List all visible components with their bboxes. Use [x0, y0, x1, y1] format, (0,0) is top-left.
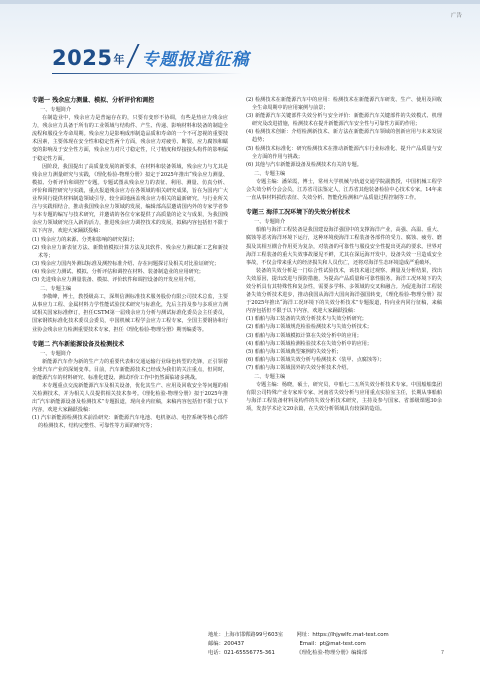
website-link[interactable]: 网址：https://lhjywlfc.mat-test.com [296, 632, 389, 638]
topic-1-intro-para-2: 因阶段，我国提出了高质量发展的新要求，在材料和装备领域，残余应力与尤其是残余应力测量研究与实践，《理化检验-物理分册》拟定于2025年推出“残余应力测量、模拟、分析评价和调控”专题。专题试图从残余应力的表征、利用、测量、仿真分析、评价和调控研究与实践，重点报道残余应力在各领域的相关研究成果，旨在为国内广大业界同行提供材料制造领域引导，较全面地涵盖残余应力相关的最新研究。与行业所关注与实践相结合，推动我国残余应力领域的发展，编辑部高层邀请国内外的专家学者参与本专题的编写与技术研究，并邀请的各位专家提供了高质量的论文与成果，为我国残余应力领域研究注入新的活力，推进残余应力调控技术的发展，拟稿内容包括但不限于以下内容，欢迎大家踊跃投稿： [32, 163, 228, 235]
topic-1-editor-heading: 二、专题主编 [40, 286, 72, 293]
topic-3-intro-para-2: 装备的失效分析是一门综合性试验技术，该技术通过观察、测量及分析结果，找出失效原因，提出改进与预防措施，为提高产品质量和可靠性服务。海洋工况环境下的失效分析具有其特殊性和复杂性，需要多学科、多领域的交叉和融合。为促进海洋工程装备失效分析技术进步，推动我国从海洋大国向海洋强国转变，《理化检验-物理分册》拟于2025年推出“海洋工况环境下的失效分析技术”专题报道，特向业内同行征稿，来稿内容包括但不限于以下内容，欢迎大家踊跃投稿： [246, 267, 442, 315]
topic-1-list-item: (1) 残余应力的来源、分类和影响的研究探讨； [32, 236, 138, 243]
topic-3-list-item: (7) 船舶与海工领域国外的失效分析技术介绍。 [246, 364, 352, 371]
phone-text: 电话：021-65556775-361 [208, 650, 275, 656]
left-column [32, 96, 228, 431]
header-slash-divider [127, 44, 140, 68]
header-year: 2025 [52, 46, 113, 70]
topic-1-intro-para-1: 在制造业中，残余应力是普遍存在的，只要有变形不协调，有些是热应力残余应力，残余应力具备于所有的工业领域与结构件、产生、传递、影响材料和装备的制造全流程和服役全寿命周期。残余应力是影响成形制造品质和寿命的一个不可忽视的重要技术因素，主要体现在安全性和稳定性两个方面，残余应力对疲劳、断裂、应力腐蚀和蠕变的影响及于安全性方面，残余应力对尺寸稳定性，尺寸精度和焊接接头构件的影响属于稳定性方面。 [32, 115, 228, 162]
topic-3-editor-heading: 二、专题主编 [254, 374, 286, 380]
email-link[interactable]: Email：pt@mat-test.com [299, 641, 366, 647]
header-title: 专题报道征稿 [141, 50, 250, 70]
footer-row-2 [208, 640, 389, 649]
topic-3-list-item: (4) 船舶与海工领域检测检验技术在失效分析中的应用； [246, 340, 372, 347]
topic-3-intro-heading: 一、专题简介 [254, 219, 286, 226]
topic-1-list-item: (2) 残余应力新表征方法、新数值模拟计算方法及其软件、残余应力测试新工艺和新技术等； [32, 244, 228, 259]
page-number: 7 [440, 650, 444, 656]
topic-1-editor-para: 李敬峰，博士，教授级高工，深圳信测标准技术服务股份有限公司技术总监，主要从事应力工程、金属材料力学性能试验技术研究与标准化，先后主持及参与多项应力测试相关国家标准修订，担任CSTM第一届残余应力分析与测试标准化委员会主任委员，国家钢铁标准化技术委员会委员，中国机械工程学会应力工程专家，全国主要钢协和行业协会残余应力检测重要技术专家，担任《理化检验-物理分册》期刊编委等。 [32, 294, 228, 333]
topic-1-list-item: (5) 先进残余应力测量装备、模拟、评价软件和调控设备的开发应用介绍。 [32, 276, 199, 283]
topic-2-list-item: (5) 检测技术标准化：研究检测技术在推动新能源汽车行业标准化、提升产品质量与安全方面的作用与挑战； [246, 145, 442, 160]
footer-row-3 [208, 649, 389, 658]
right-column [246, 96, 442, 413]
postcode-text: 邮编：200437 [208, 641, 245, 647]
topic-2-list-item: (2) 检测技术在新能源汽车中的应用：检测技术在新能源汽车研发、生产、使用及回收全生命周期中的应用案例与前景； [246, 97, 442, 112]
topic-2-list-item: (4) 检测技术创新：介绍检测新技术、新方法在新能源汽车领域的创新应用与未来发展趋势； [246, 129, 442, 144]
topic-2-list-item: (1) 汽车新能源检测技术前沿研究：新能源汽车电池、电机驱动、电控系统等核心部件的检测技术，结构完整性、可靠性等方面的研究等； [32, 415, 228, 430]
topic-2-intro-para-1: 新能源汽车作为新的生产力的重要代表和交通运输行业绿色转型的先锋，正引领着全球汽车产业的深刻变革。目前，汽车新能源技术已经成为我们的关注重点，但同时，新能源汽车的材料研究、标准化建设、测试评价工作中仍然面临诸多挑战。 [32, 358, 228, 381]
header-year-suffix: 年 [113, 53, 125, 66]
topic-2-editor-heading: 二、专题主编 [254, 170, 286, 177]
topic-2-editor-para: 专题主编：潘荣霞，博士，常州大学机械与轨道交通学院副教授，中国机械工程学会失效分析分会会员，江苏省司法鉴定人，江苏省其他装备检验中心技术专家。14年来一直从事材料损伤表征、失效分析、智能化检测和产品质量过程控制等工作。 [246, 178, 442, 202]
topic-1-list-item: (3) 残余应力国内外测试标准及测控标准介绍、存在问题探讨及相关对比验证研究； [32, 260, 220, 267]
ad-tag: 广告 [450, 13, 462, 19]
address-text: 地址：上海市邯郸路99号603室 [208, 632, 284, 638]
topic-3-list-item: (1) 船舶与海工装备的失效分析技术与失效分析研究； [246, 316, 367, 323]
topic-1-list-item: (4) 残余应力测试、模拟、分析评估和调控在材料、装备制造业的应用研究； [32, 268, 204, 275]
topic-3-editor-para: 专题主编：杨晓，硕士，研究员，中船七二五所失效分析技术专家。中国船舶集团有限公司特殊产业专家库专家、河南省失效分析与应用重点实验室主任，长期从事船舶与海洋工程装备材料及构件的失效分析技术研究，主持及参与国家、省部级课题30余项，发表学术论文20余篇，在失效分析领域具有较深的造诣。 [246, 382, 442, 413]
top-strip [0, 0, 480, 4]
topic-2-title: 专题二 汽车新能源设备及检测技术 [32, 340, 125, 348]
topic-2-intro-heading: 一、专题简介 [40, 350, 72, 357]
footer-row-1 [208, 631, 389, 640]
topic-2-list-item: (3) 新能源汽车关键部件失效分析与安全评价：新能源汽车关键部件的失效模式、机理研究及改进措施，检测技术在提升新能源汽车安全性与可靠性方面的作用； [246, 113, 442, 128]
header-underline [52, 73, 242, 74]
topic-1-intro-heading: 一、专题简介 [40, 107, 72, 113]
topic-3-list-item: (2) 船舶与海工领域规范检验检测技术与失效分析技术； [246, 324, 372, 331]
contact-footer [208, 631, 389, 658]
publisher-text: 《理化检验-物理分册》编辑部 [296, 650, 368, 656]
topic-3-intro-para-1: 船舶与海洋工程装备是我国建设海洋强国中的支撑海洋产业，高强、高温、重大、腐蚀等恶劣海洋环境下运行，这种环境使海洋工程装备各部件的受力、腐蚀、疲劳、磨损及其相互耦合作用更为复杂，对装备的可靠性与服役安全性提出更高的要求。世界对海洋工程装备的重大失效事故屡见不鲜，尤其在深远海开发中，设备失效一旦造成安全事故，不仅会带来重大的经济损失和人员伤亡，还将对海洋生态环境造成严重破坏。 [246, 227, 442, 266]
topic-3-list-item: (5) 船舶与海工领域典型案例的失效分析； [246, 348, 342, 355]
topic-2-intro-para-2: 本专题重点交流新能源汽车及相关设备，优化其生产、应用及回收安全等问题的相关检测技术，并为相关人员提供相关技术参考。《理化检验-物理分册》拟于2025年推出“汽车新能源设备及检测技术”专题报道，现向业内征稿，来稿内容包括但不限于以下内容，欢迎大家踊跃投稿： [32, 383, 228, 414]
topic-2-list-item: (6) 其他与汽车新能源设备及检测技术有关的专题。 [246, 161, 362, 168]
topic-3-list-item: (3) 船舶与海工领域模拟计算在失效分析中的应用； [246, 332, 362, 339]
page-header [52, 34, 249, 70]
topic-3-list-item: (6) 船舶与海工领域失效分析与检测技术（装甲、点腐蚀等）； [246, 356, 385, 363]
topic-3-title: 专题三 海洋工况环境下的失效分析技术 [246, 209, 351, 217]
topic-1-title: 专题一 残余应力测量、模拟、分析评价和调控 [32, 97, 155, 104]
